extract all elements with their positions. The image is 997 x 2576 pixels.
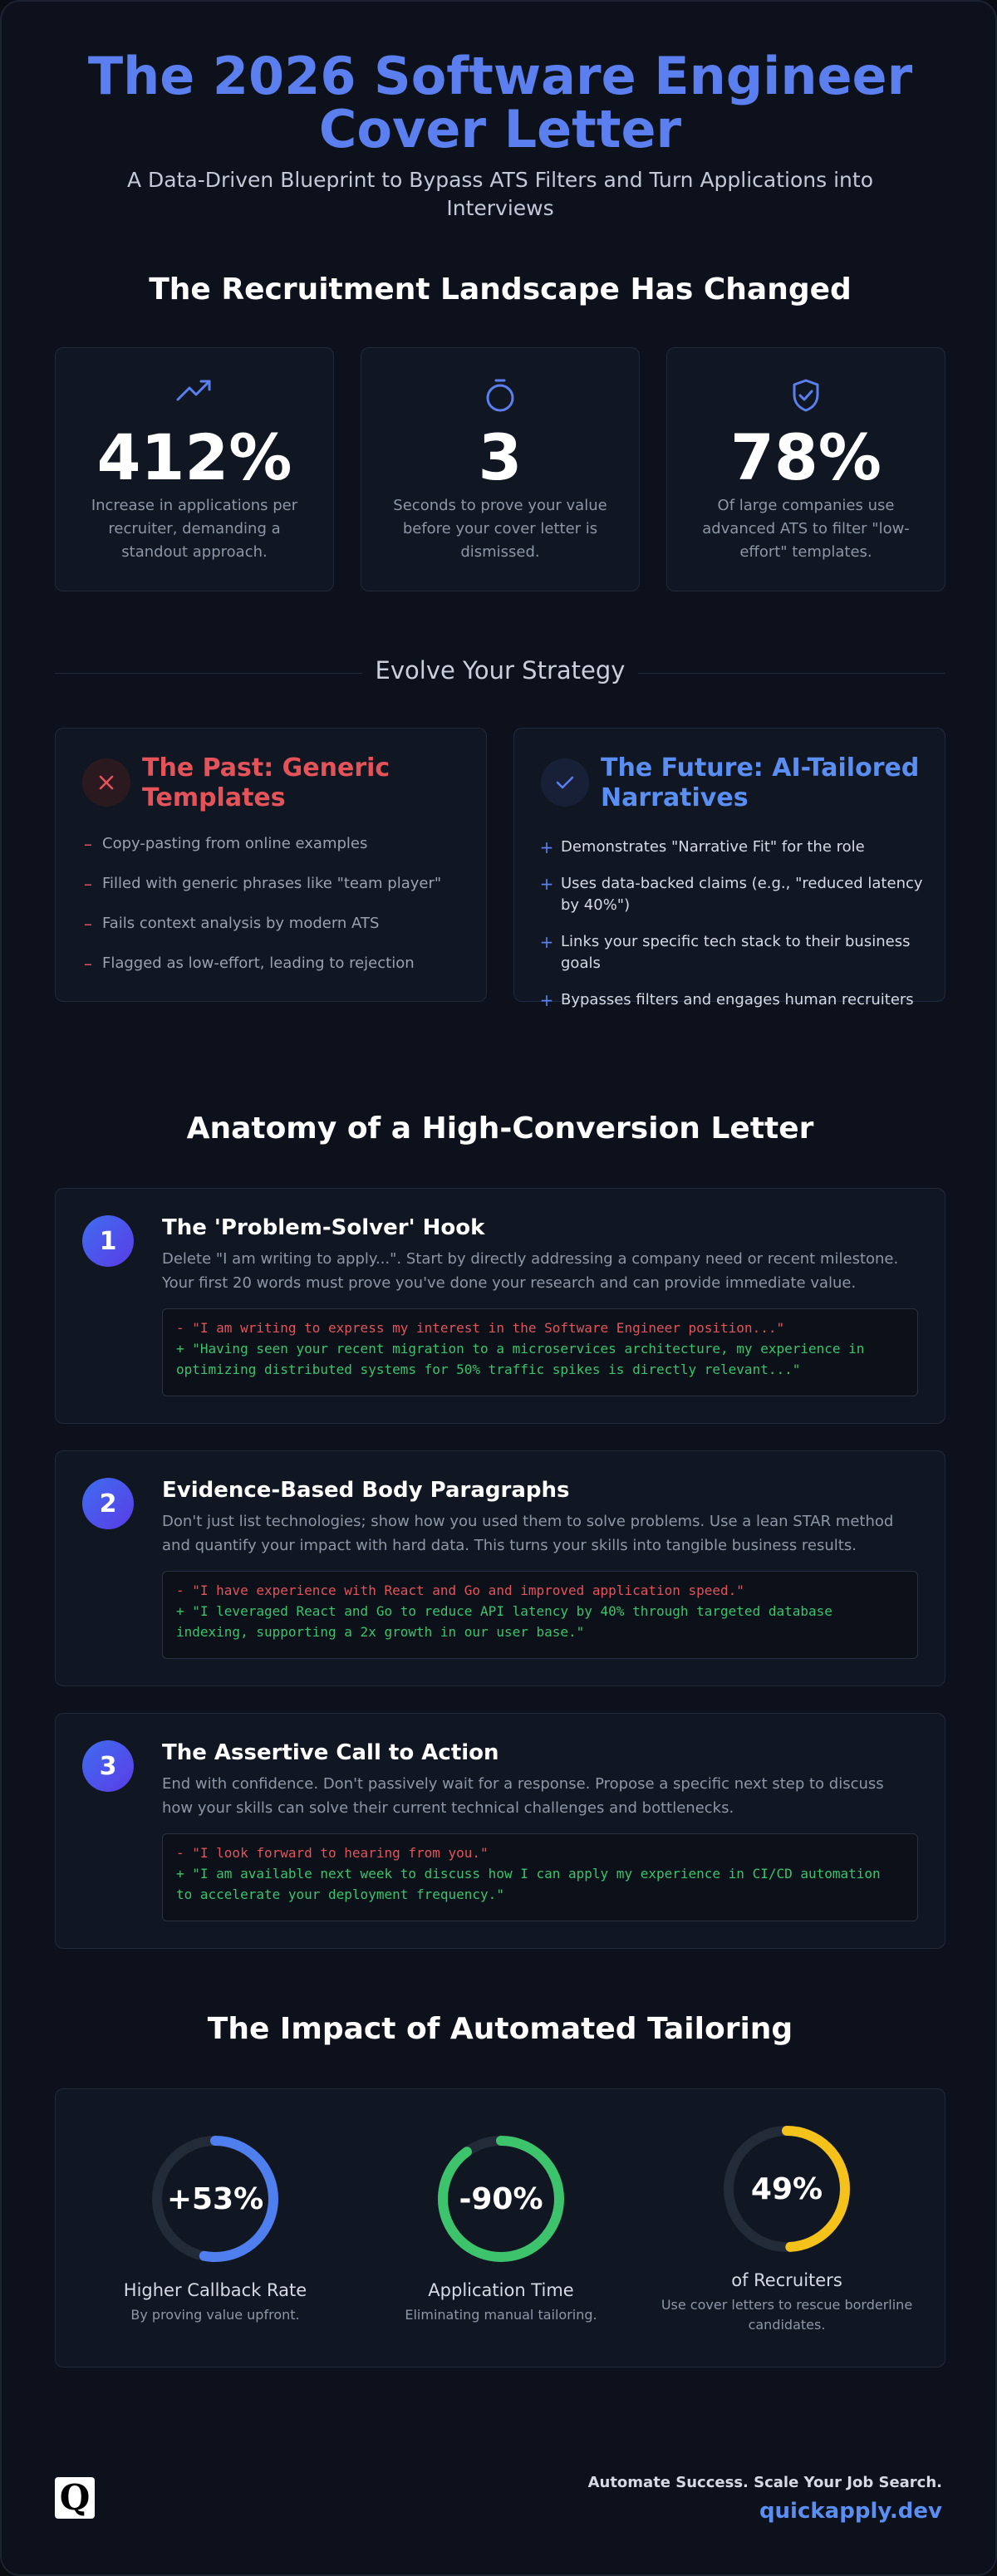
code-example [162,1833,918,1921]
code-line-added: + "Having seen your recent migration to a microservices architecture, my experience in optimizing distributed systems for 50% traffic spikes is directly relevant..." [176,1341,865,1377]
ring-sub: Use cover letters to rescue borderline candidates. [661,2297,913,2333]
step-title: The Assertive Call to Action [162,1740,499,1765]
list-item: – Copy-pasting from online examples [84,834,368,854]
list-item: + Bypasses filters and engages human recruiters [539,990,914,1010]
footer-tagline: Automate Success. Scale Your Job Search. [587,2474,942,2491]
ring-application-time [435,2132,567,2265]
stat-desc: Of large companies use advanced ATS to filter "low-effort" templates. [702,497,910,561]
code-line-added: + "I leveraged React and Go to reduce API latency by 40% through targeted database indexing, supporting a 2x growth in our user base." [176,1603,832,1640]
page-title-line1: The 2026 Software Engineer [87,46,913,106]
ring-callback [149,2132,282,2265]
stat-value: 412% [96,420,292,494]
brand-logo: Q [55,2477,95,2519]
stat-desc: Seconds to prove your value before your cover letter is dismissed. [393,497,607,561]
stat-card-applications [55,347,334,591]
past-title: The Past: Generic Templates [142,753,390,812]
code-example [162,1571,918,1659]
x-icon [82,758,130,807]
past-list [81,833,466,993]
future-title: The Future: AI-Tailored Narratives [601,753,920,812]
stat-card-ats [666,347,945,591]
step-title: The 'Problem-Solver' Hook [162,1215,485,1240]
ring-label: Higher Callback Rate [123,2280,307,2300]
ring-value: +53% [166,2181,264,2216]
step-card-call-to-action [55,1713,945,1949]
code-example [162,1308,918,1396]
step-body: Don't just list technologies; show how you used them to solve problems. Use a lean STAR method and quantify your impact with hard data. This turns your skills into tangible business results. [162,1513,894,1554]
page-title-line2: Cover Letter [318,99,682,159]
impact-heading: The Impact of Automated Tailoring [207,2012,793,2046]
stat-card-seconds [361,347,640,591]
code-line-added: + "I am available next week to discuss how I can apply my experience in CI/CD automation to accelerate your deployment frequency." [176,1866,881,1902]
impact-card [55,2088,945,2367]
step-card-evidence [55,1450,945,1686]
list-item: – Flagged as low-effort, leading to rejection [84,954,415,974]
trending-up-icon [56,378,333,411]
past-card [55,728,487,1002]
check-icon [541,758,589,807]
footer-site-link[interactable]: quickapply.dev [759,2499,942,2524]
future-card [513,728,945,1010]
code-line-removed: - "I am writing to express my interest in the Software Engineer position..." [176,1320,785,1336]
code-line-removed: - "I look forward to hearing from you." [176,1845,489,1861]
step-number-badge: 2 [82,1478,134,1529]
list-item: + Links your specific tech stack to their business goals [539,932,911,972]
code-line-removed: - "I have experience with React and Go and improved application speed." [176,1582,744,1598]
stat-desc: Increase in applications per recruiter, demanding a standout approach. [91,497,298,561]
step-body: Delete "I am writing to apply...". Start by directly addressing a company need or recent milestone. Your first 20 words must prove you've done your research and can provide immediate value. [162,1250,899,1292]
landscape-heading: The Recruitment Landscape Has Changed [149,272,852,307]
list-item: – Fails context analysis by modern ATS [84,914,380,934]
ring-label: of Recruiters [731,2270,842,2290]
stopwatch-icon [361,378,639,411]
ring-value: -90% [459,2181,543,2216]
future-list [539,837,925,1026]
step-title: Evidence-Based Body Paragraphs [162,1478,570,1503]
step-number-badge: 1 [82,1215,134,1267]
list-item: – Filled with generic phrases like "team player" [84,874,442,894]
step-card-hook [55,1188,945,1424]
strategy-divider-label: Evolve Your Strategy [375,656,626,684]
list-item: + Uses data-backed claims (e.g., "reduced latency by 40%") [539,874,923,914]
stat-value: 3 [478,420,523,494]
ring-sub: By proving value upfront. [130,2307,300,2323]
step-number-badge: 3 [82,1740,134,1792]
ring-label: Application Time [428,2280,574,2300]
ring-recruiters [720,2122,853,2255]
stat-value: 78% [730,420,882,494]
shield-check-icon [667,378,945,411]
page-title [2,46,997,159]
ring-sub: Eliminating manual tailoring. [405,2307,597,2323]
step-body: End with confidence. Don't passively wait for a response. Propose a specific next step to discuss how your skills can solve their current technical challenges and bottlenecks. [162,1775,884,1817]
anatomy-heading: Anatomy of a High-Conversion Letter [186,1111,814,1146]
list-item: + Demonstrates "Narrative Fit" for the role [539,837,865,857]
ring-value: 49% [750,2171,823,2206]
page-subtitle: A Data-Driven Blueprint to Bypass ATS Filters and Turn Applications into Interviews [127,168,873,220]
